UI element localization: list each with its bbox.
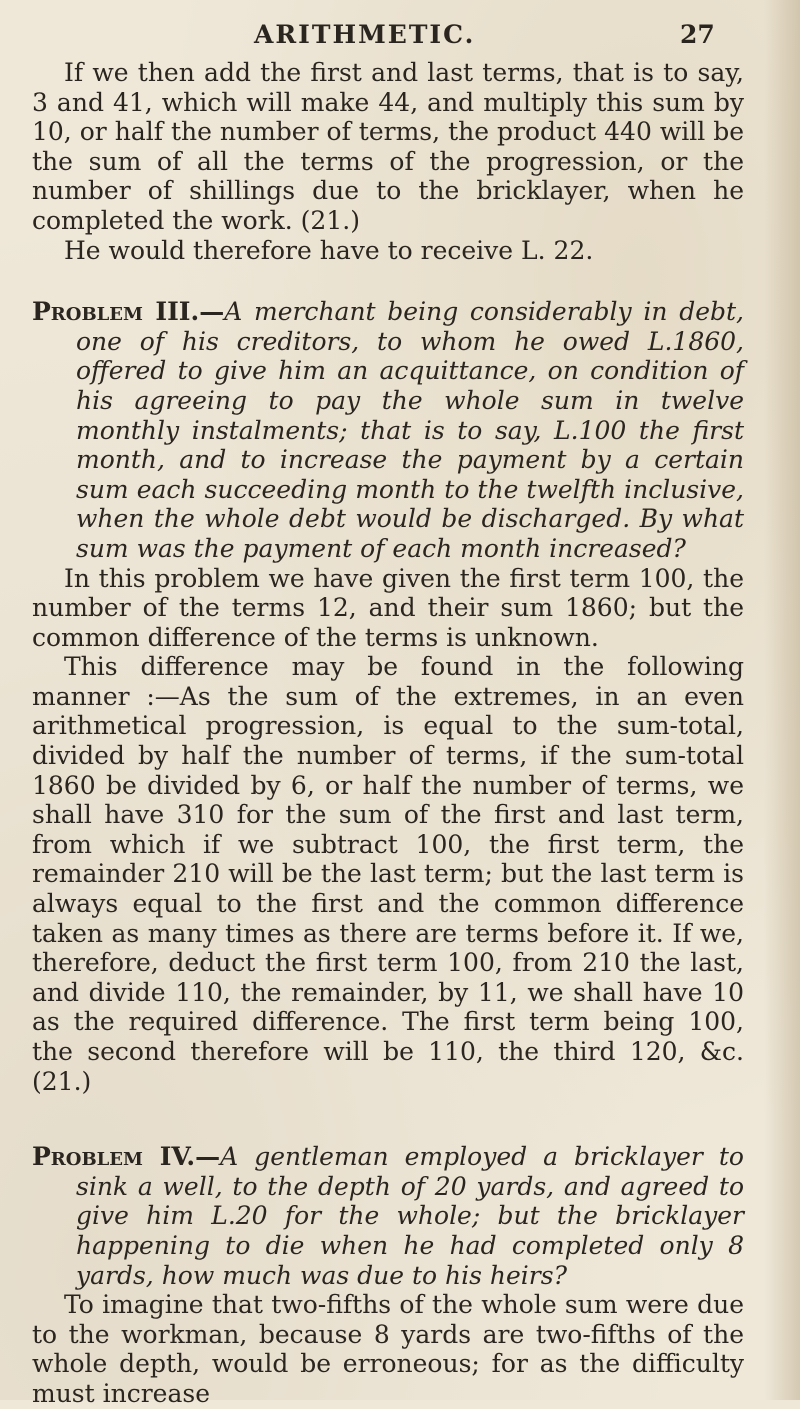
problem-three-statement xyxy=(32,297,744,563)
page-edge-shadow xyxy=(764,0,800,1400)
problem-four-label: Problem IV.— xyxy=(32,1142,221,1172)
paragraph-sum-of-terms: If we then add the first and last terms, that is to say, 3 and 41, which will make 44, and multiply this sum by 10, or half the number of terms, the product 440 will be the sum of all the terms of the progression, or the number of shillings due to the bricklayer, when he completed the work. (21.) xyxy=(32,58,744,235)
section-gap xyxy=(32,1096,744,1142)
running-head xyxy=(32,0,744,58)
section-gap xyxy=(32,265,744,297)
running-title: ARITHMETIC. xyxy=(254,20,476,49)
problem-three-label: Problem III.— xyxy=(32,297,225,327)
problem-four-text: A gentleman employed a bricklayer to sink a well, to the depth of 20 yards, and agreed to give him L.20 for the whole; but the bricklayer happening to die when he had completed only 8 yards, how much was due to his heirs? xyxy=(76,1142,744,1290)
problem-three-paragraph-given: In this problem we have given the first term 100, the number of the terms 12, and their sum 1860; but the common difference of the terms is unknown. xyxy=(32,563,744,652)
paragraph-bricklayer-result: He would therefore have to receive L. 22. xyxy=(64,235,594,265)
problem-four-paragraph: To imagine that two-fifths of the whole sum were due to the workman, because 8 yards are two-fifths of the whole depth, would be erroneous; for as the difficulty must increase xyxy=(32,1290,744,1408)
problem-three-paragraph-solution: This difference may be found in the following manner :—As the sum of the extremes, in an even arithmetical progression, is equal to the sum-total, divided by half the number of terms, if the sum-total 1860 be divided by 6, or half the number of terms, we shall have 310 for the sum of the first and last term, from which if we subtract 100, the first term, the remainder 210 will be the last term; but the last term is always equal to the first and the common difference taken as many times as there are terms before it. If we, therefore, deduct the first term 100, from 210 the last, and divide 110, the remainder, by 11, we shall have 10 as the required difference. The first term being 100, the second therefore will be 110, the third 120, &c. (21.) xyxy=(32,652,744,1096)
page-number: 27 xyxy=(680,20,715,49)
problem-three-text: A merchant being considerably in debt, one of his creditors, to whom he owed L.1860, offered to give him an acquittance, on condition of his agreeing to pay the whole sum in twelve monthly instalments; that is to say, L.100 the first month, and to increase the payment by a certain sum each succeeding month to the twelfth inclusive, when the whole debt would be discharged. By what sum was the payment of each month increased? xyxy=(76,297,744,563)
problem-four-statement xyxy=(32,1142,744,1290)
